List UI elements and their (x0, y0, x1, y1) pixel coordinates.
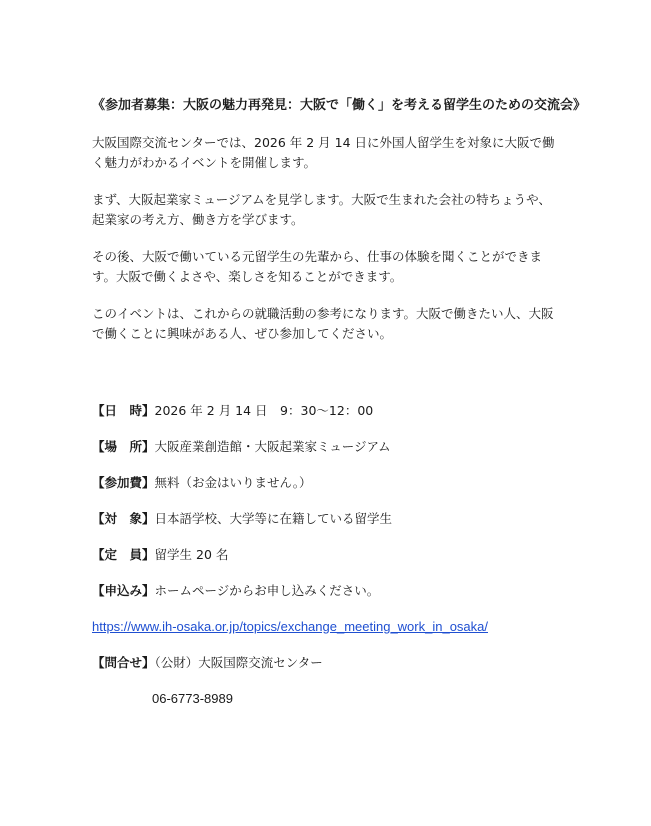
contact-label: 【問合せ】 (92, 655, 155, 670)
apply-value: ホームページからお申し込みください。 (154, 583, 380, 598)
target-value: 日本語学校、大学等に在籍している留学生 (154, 511, 393, 526)
place-value: 大阪産業創造館・大阪起業家ミュージアム (154, 439, 391, 454)
place-row (92, 437, 562, 457)
apply-row (92, 581, 562, 601)
document-title: 《参加者募集：大阪の魅力再発見：大阪で「働く」を考える留学生のための交流会》 (92, 98, 587, 113)
target-label: 【対 象】 (92, 511, 155, 526)
capacity-label: 【定 員】 (92, 547, 155, 562)
capacity-row (92, 545, 562, 565)
capacity-value: 留学生 20 名 (154, 547, 229, 562)
closing-paragraph: このイベントは、これからの就職活動の参考になります。大阪で働きたい人、大阪で働くことに興味がある人、ぜひ参加してください。 (92, 306, 554, 341)
contact-phone: 06-6773-8989 (152, 691, 233, 706)
fee-label: 【参加費】 (92, 475, 155, 490)
date-row (92, 401, 562, 421)
apply-label: 【申込み】 (92, 583, 155, 598)
event-url-link[interactable]: https://www.ih-osaka.or.jp/topics/exchange_meeting_work_in_osaka/ (92, 619, 488, 634)
contact-value: （公財）大阪国際交流センター (154, 655, 323, 670)
fee-row (92, 473, 562, 493)
date-label: 【日 時】 (92, 403, 155, 418)
date-value: 2026 年 2 月 14 日 9：30～12：00 (154, 403, 374, 418)
section-spacer (92, 361, 562, 401)
place-label: 【場 所】 (92, 439, 155, 454)
document-page (92, 96, 587, 709)
target-row (92, 509, 562, 529)
alumni-paragraph: その後、大阪で働いている元留学生の先輩から、仕事の体験を聞くことができます。大阪で働くよさや、楽しさを知ることができます。 (92, 249, 543, 284)
contact-row (92, 653, 562, 673)
url-row (92, 617, 562, 637)
museum-paragraph: まず、大阪起業家ミュージアムを見学します。大阪で生まれた会社の特ちょうや、起業家の考え方、働き方を学びます。 (92, 192, 551, 227)
fee-value: 無料（お金はいりません。） (154, 475, 312, 490)
intro-paragraph: 大阪国際交流センターでは、2026 年 2 月 14 日に外国人留学生を対象に大阪で働く魅力がわかるイベントを開催します。 (92, 135, 555, 170)
